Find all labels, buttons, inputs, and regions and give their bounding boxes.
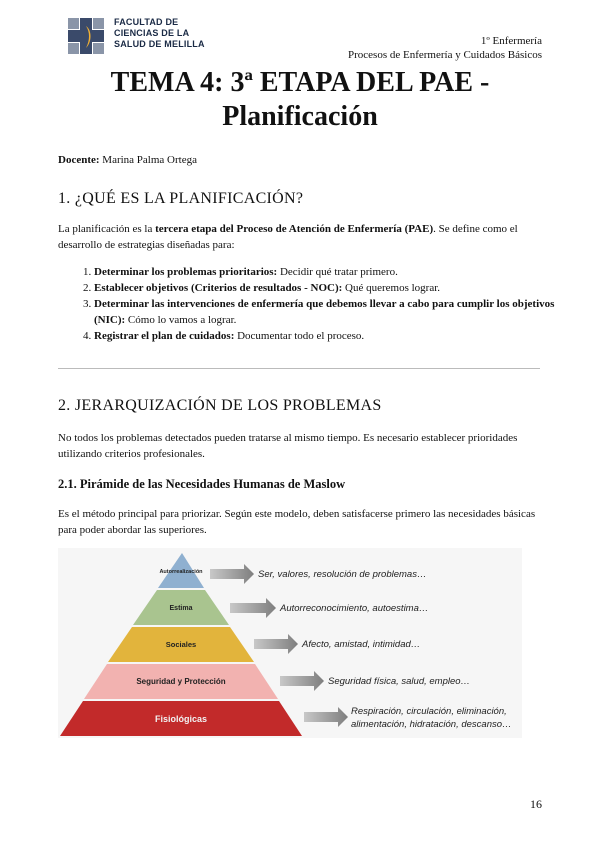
faculty-logo-text: FACULTAD DE CIENCIAS DE LA SALUD DE MELILLA [114,17,205,49]
arrow-icon [254,634,298,654]
pyramid-label-seguridad: Seguridad y Protección [136,677,226,686]
arrow-icon [210,564,254,584]
pyramid-label-sociales: Sociales [165,640,197,649]
list-item: 4. Registrar el plan de cuidados: Documentar todo el proceso. [94,328,574,344]
pyramid-desc-autorrealizacion: Ser, valores, resolución de problemas… [258,569,427,580]
list-item: 3. Determinar las intervenciones de enfermería que debemos llevar a cabo para cumplir los objetivos (NIC): Cómo lo vamos a lograr. [94,296,574,328]
docente-name: Marina Palma Ortega [102,154,197,166]
planning-steps-list [58,264,574,344]
section-divider [58,368,540,369]
section1-heading: 1. ¿QUÉ ES LA PLANIFICACIÓN? [58,190,304,207]
section2-paragraph: No todos los problemas detectados pueden tratarse al mismo tiempo. Es necesario establecer prioridades utilizando criterios profesionales. [58,432,518,460]
page-title: TEMA 4: 3ª ETAPA DEL PAE - Planificación [110,67,490,132]
pyramid-desc-estima: Autorreconocimiento, autoestima… [280,603,429,614]
pyramid-desc-sociales: Afecto, amistad, intimidad… [302,639,421,650]
list-item: 2. Establecer objetivos (Criterios de resultados - NOC): Qué queremos lograr. [94,280,574,296]
section1-intro: La planificación es la tercera etapa del Proceso de Atención de Enfermería (PAE). Se define como el desarrollo de estrategias diseñadas para: [58,223,518,251]
pyramid-desc-fisiologicas-2: alimentación, hidratación, descanso… [351,719,512,730]
page-number: 16 [530,797,542,811]
maslow-pyramid [58,548,522,738]
section2-1-heading: 2.1. Pirámide de las Necesidades Humanas de Maslow [58,477,346,491]
faculty-logo [68,18,104,54]
course-year: 1º Enfermería [480,35,542,47]
pyramid-desc-fisiologicas-1: Respiración, circulación, eliminación, [351,706,507,717]
docente-line [58,154,197,166]
arrow-icon [304,707,348,727]
pyramid-desc-seguridad: Seguridad física, salud, empleo… [328,676,471,687]
course-header [348,34,542,62]
course-name: Procesos de Enfermería y Cuidados Básicos [348,49,542,61]
pyramid-label-estima: Estima [169,605,193,612]
pyramid-label-autorrealizacion: Autorrealización [159,569,203,575]
arrow-icon [230,598,276,618]
docente-label: Docente: [58,154,100,166]
list-item: 1. Determinar los problemas prioritarios: Decidir qué tratar primero. [94,264,574,280]
maslow-paragraph: Es el método principal para priorizar. Según este modelo, deben satisfacerse primero las necesidades básicas para poder abordar las superiores. [58,508,536,536]
pyramid-label-fisiologicas: Fisiológicas [154,714,208,724]
section2-heading: 2. JERARQUIZACIÓN DE LOS PROBLEMAS [58,397,382,414]
arrow-icon [280,671,324,691]
